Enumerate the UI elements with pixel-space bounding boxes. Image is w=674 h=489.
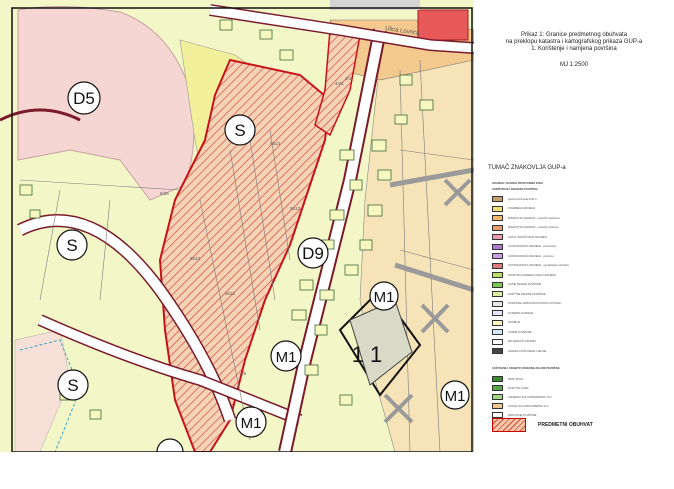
legend-label: GOSPODARSKA NAMJENA - poslovna [508,254,554,258]
legend-title-line2: na preklopu katastra i kartografskog prikaza GUP-a [505,39,643,45]
legend-swatch [492,206,503,212]
legend-boundary-entry [492,418,593,432]
zone-label-s-2: S [66,236,78,255]
legend-swatch [492,234,503,240]
legend-row [492,320,520,326]
legend-row [492,301,561,307]
parcel-number: 4/4 [345,76,352,81]
subject-boundary-swatch [492,418,526,432]
legend-label: POSEBNA NAMJENA [508,311,534,315]
legend-section-heading: GRANICE I OZNAKE PROSTORNIH ZONA [492,182,544,185]
legend-section-heading: ZAŠTIĆENE I OSOBITO VRIJEDNE ZELENE POVRŠINE [492,367,560,370]
legend-swatch [492,225,503,231]
zone-label-s-1: S [234,121,246,140]
legend-row [492,282,541,288]
legend-row [492,263,569,269]
zone-label-s-3: S [67,376,79,395]
legend-row [492,206,535,212]
legend-swatch [492,301,503,307]
legend-swatch [492,394,503,400]
legend-row [492,272,556,278]
parcel-number: 5513 [270,141,281,146]
legend-label: STAMBENA NAMJENA [508,207,536,210]
legend-row [492,348,546,354]
legend-swatch [492,403,503,409]
legend-label: POVRŠINE INFRASTRUKTURNIH SUSTAVA [508,302,561,305]
legend-label: GROBLJE [508,321,521,324]
legend-label: PARKOVNE POVRŠINE [508,413,537,417]
legend-row [492,291,545,297]
zone-label-d5: D5 [73,89,95,108]
legend-row [492,310,534,316]
legend-swatch [492,376,503,382]
legend-swatch [492,215,503,221]
legend-label: VRIJEDNO POLJOPRIVREDNO TLO [508,395,552,399]
legend-swatch [492,253,503,259]
zone-label-11: 1 1 [351,342,383,367]
legend-label: GRANICA ZAŠTIĆENE CJELINE [508,349,547,353]
legend-label: MJEŠOVITA NAMJENA - pretežito poslovna [508,226,559,229]
subject-boundary-label: PREDMETNI OBUHVAT [538,422,593,428]
legend-row [492,215,560,221]
legend-row [492,329,531,335]
legend-row [492,196,537,202]
legend-title-line3: 1. Korištenje i namjena površina [531,46,617,52]
legend-swatch [492,196,503,202]
legend-row [492,385,529,391]
parcel-number: 4/6 [240,371,247,376]
legend-swatch [492,385,503,391]
legend-label: OSTALO POLJOPRIVREDNO TLO [508,404,549,408]
legend-swatch [492,348,503,354]
legend-label: GOSPODARSKA NAMJENA - ugostiteljsko-turistička [508,264,569,267]
parcel-number: 8/25 [160,191,169,196]
legend-section-heading: KORIŠTENJE I NAMJENA POVRŠINA [492,188,538,191]
legend-label: ZAŠTITNA ŠUMA [508,386,529,390]
legend-label: JAVNA I DRUŠTVENA NAMJENA [508,235,548,239]
legend-label: SPORTSKO-REKREACIJSKA NAMJENA [508,273,556,277]
legend-label: granica obuhvata GUP-a [508,197,537,201]
legend-row [492,244,556,250]
legend-swatch [492,320,503,326]
legend-row [492,376,523,382]
legend-row [492,234,547,240]
street-name: Ulica Lovrića [384,26,420,37]
legend-swatch [492,263,503,269]
legend-swatch [492,244,503,250]
legend-swatch [492,291,503,297]
parcel-number: 5513 [290,206,301,211]
legend-label: VODNE POVRŠINE [508,330,532,334]
legend-swatch [492,282,503,288]
legend-label: MJEŠOVITA NAMJENA - pretežito stambena [508,216,560,220]
legend-label: GOSPODARSKA NAMJENA - proizvodna [508,245,557,248]
legend-label: JAVNE ZELENE POVRŠINE [508,283,542,286]
legend-label: ZAŠTITNE ZELENE POVRŠINE [508,292,546,296]
parcel-number: 4/41 [335,81,344,86]
parcel-number: 5513 [190,256,201,261]
legend-row [492,225,559,231]
parcel-number: 5512 [225,291,236,296]
legend-row [492,403,549,409]
legend-swatch [492,329,503,335]
legend-row [492,253,554,259]
legend-title-line1: Prikaz 1: Granice predmetnog obuhvata [520,32,628,38]
zone-label-d9: D9 [302,244,324,263]
zone-label-m1-4: M1 [444,388,466,405]
map-scale: MJ 1:2500 [559,62,589,68]
legend-row [492,394,551,400]
legend-swatch [492,310,503,316]
zone-label-m1-1: M1 [373,289,395,306]
legend-panel [474,0,674,489]
legend-label: ŽELJEZNIČKI PROMET [508,340,537,343]
legend-header: TUMAČ ZNAKOVLJA GUP-a [488,165,566,171]
zone-label-m1-3: M1 [240,415,262,432]
zone-label-m1-2: M1 [275,349,297,366]
legend-swatch [492,272,503,278]
legend-row [492,339,536,345]
legend-swatch [492,339,503,345]
legend-label: PARK ŠUMA [508,377,524,381]
